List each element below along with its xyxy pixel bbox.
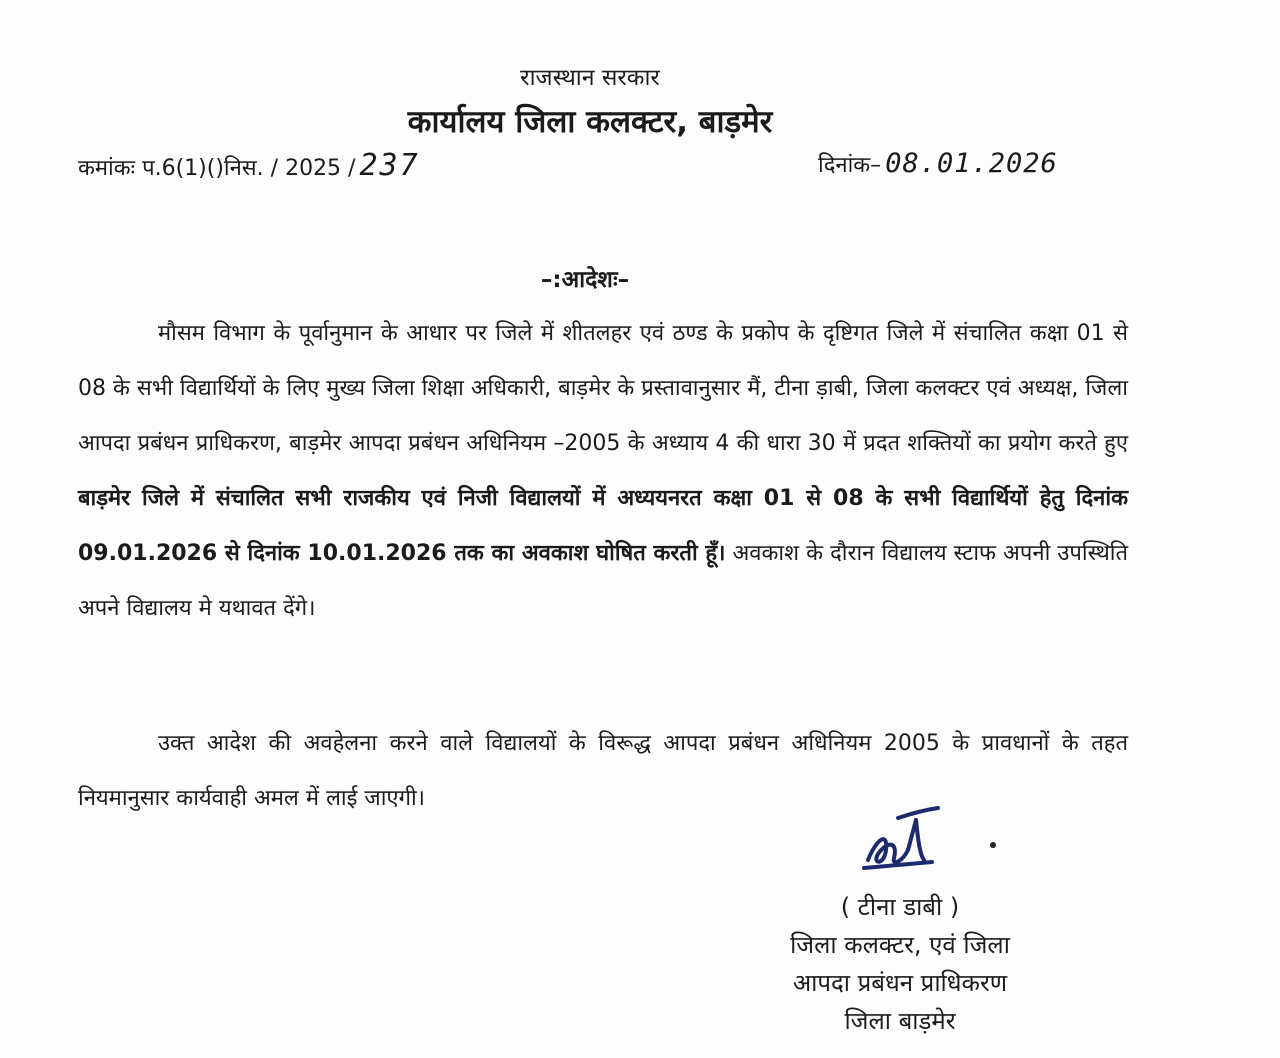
signature-dot [990, 842, 996, 848]
signatory-name: ( टीना डाबी ) [840, 893, 960, 921]
reference-label: कमांकः प.6(1)()निस. / 2025 / [78, 156, 356, 181]
paragraph-1-bold-text: बाड़मेर जिले में संचालित सभी राजकीय एवं निजी विद्यालयों में अध्ययनरत कक्षा 01 से 08 के सभी विद्यार्थियों हेतु दिनांक 09.01.2026 से दिनांक 10.01.2026 तक का अवकाश घोषित करती हूॅं। [78, 486, 1128, 566]
government-name: राजस्थान सरकार [520, 65, 660, 91]
signature-icon [858, 800, 948, 880]
signatory-block [740, 888, 1060, 1040]
paragraph-2-text: उक्त आदेश की अवहेलना करने वाले विद्यालयों के विरूद्ध आपदा प्रबंधन अधिनियम 2005 के प्रावधानों के तहत नियमानुसार कार्यवाही अमल में लाई जाएगी। [78, 731, 1128, 811]
paragraph-1-closing-text: अवकाश के दौरान विद्यालय स्टाफ अपनी उपस्थिति अपने विद्यालय मे यथावत देंगे। [78, 541, 1128, 621]
paragraph-1-text: मौसम विभाग के पूर्वानुमान के आधार पर जिले में शीतलहर एवं ठण्ड के प्रकोप के दृष्टिगत जिले में संचालित कक्षा 01 से 08 के सभी विद्यार्थियों के लिए मुख्य जिला शिक्षा अधिकारी, बाड़मेर के प्रस्तावानुसार मैं, टीना ड़ाबी, जिला कलक्टर एवं अध्यक्ष, जिला आपदा प्रबंधन प्राधिकरण, बाड़मेर आपदा प्रबंधन अधिनियम –2005 के अध्याय 4 की धारा 30 में प्रदत शक्तियों का प्रयोग करते हुए [78, 321, 1128, 456]
reference-number [78, 148, 420, 183]
date-label: दिनांक– [818, 153, 882, 178]
date-handwritten-value: 08.01.2026 [885, 148, 1058, 179]
reference-handwritten-number: 237 [359, 148, 420, 183]
order-paragraph-2 [78, 716, 1128, 826]
office-title: कार्यालय जिला कलक्टर, बाड़मेर [407, 104, 773, 140]
signatory-designation-3: जिला बाड़मेर [844, 1007, 956, 1035]
signatory-designation-1: जिला कलक्टर, एवं जिला [790, 931, 1010, 959]
order-heading: –:आदेशः– [540, 267, 630, 293]
order-date [818, 148, 1058, 179]
signatory-designation-2: आपदा प्रबंधन प्राधिकरण [792, 969, 1008, 997]
order-paragraph-1 [78, 306, 1128, 636]
